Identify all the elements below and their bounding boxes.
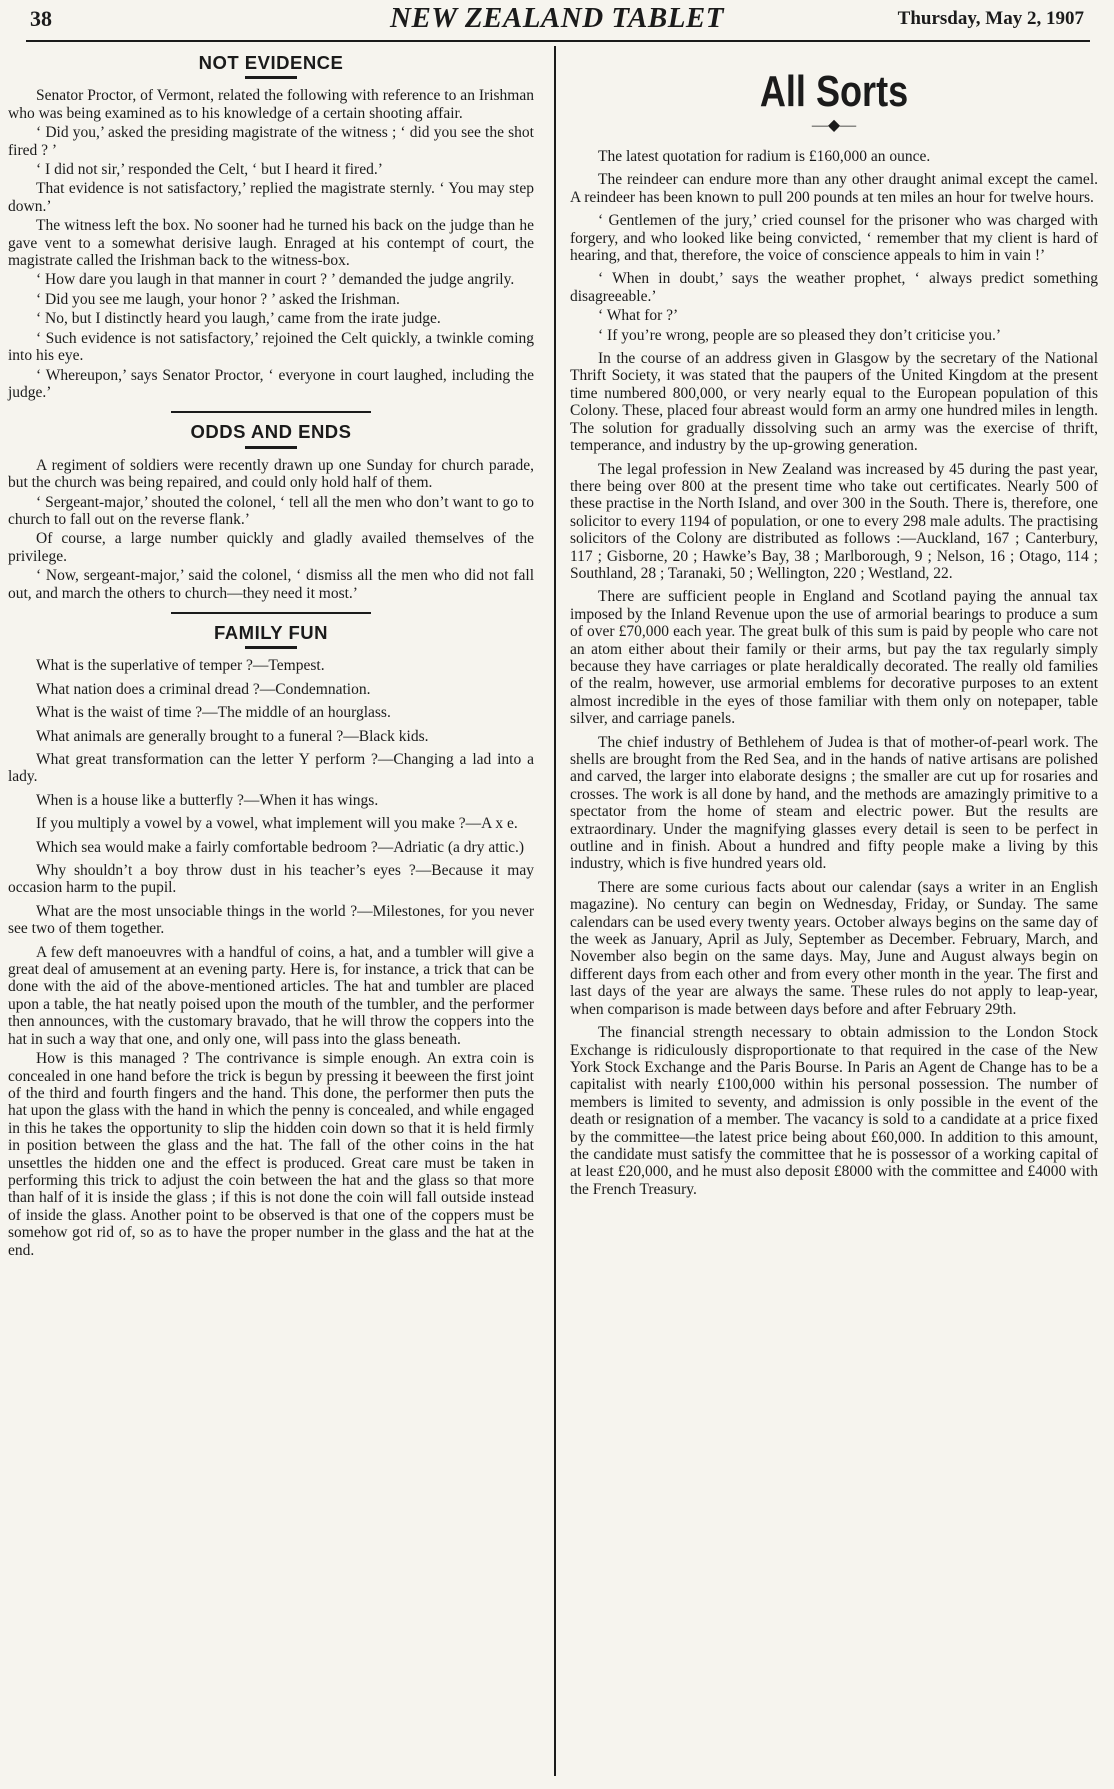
riddle: What great transformation can the letter Y perform ?—Changing a lad into a lady.	[8, 751, 534, 786]
riddle: What nation does a criminal dread ?—Condemnation.	[36, 680, 371, 698]
page-header	[0, 0, 1114, 44]
section-title: FAMILY FUN	[214, 621, 328, 643]
paragraph: Senator Proctor, of Vermont, related the following with reference to an Irishman who was being examined as to his knowledge of a certain shooting affair.	[8, 87, 534, 122]
section-family-fun	[8, 621, 534, 1259]
header-rule	[26, 40, 1090, 42]
riddle: Why shouldn’t a boy throw dust in his teacher’s eyes ?—Because it may occasion harm to the pupil.	[8, 862, 534, 897]
title-dash	[245, 646, 297, 649]
paragraph: ‘ Now, sergeant-major,’ said the colonel, ‘ dismiss all the men who did not fall out, and march the others to church—they need it most.’	[8, 567, 534, 602]
paragraph: ‘ If you’re wrong, people are so pleased they don’t criticise you.’	[598, 326, 1002, 344]
paragraph: There are some curious facts about our calendar (says a writer in an English magazine). No century can begin on Wednesday, Friday, or Sunday. The same calendars can be used every twenty years. October always begins on the same day of the week as January, April as July, September as December. February, March, and November also begin on the same days. May, June and August always begin on different days from each other and from every other month in the year. The first and last days of the year are always the same. These rules do not apply to leap-year, when comparison is made between days before and after February 29th.	[570, 878, 1098, 1018]
left-column	[8, 54, 534, 1261]
riddle: Which sea would make a fairly comfortable bedroom ?—Adriatic (a dry attic.)	[36, 838, 525, 856]
paragraph: The legal profession in New Zealand was increased by 45 during the past year, there being over 800 at the present time who take out certificates. Nearly 500 of these practise in the North Island, and over 300 in the South. There is, therefore, one solicitor to every 1194 of population, or one to every 298 male adults. The practising solicitors of the Colony are distributed as follows :—Auckland, 167 ; Canterbury, 117 ; Gisborne, 20 ; Hawke’s Bay, 38 ; Marlborough, 9 ; Nelson, 16 ; Otago, 114 ; Southland, 28 ; Taranaki, 50 ; Wellington, 220 ; Westland, 22.	[570, 460, 1098, 582]
riddle: What is the superlative of temper ?—Tempest.	[36, 657, 325, 675]
paragraph: ‘ What for ?’	[598, 307, 679, 325]
paragraph: ‘ Sergeant-major,’ shouted the colonel, ‘ tell all the men who don’t want to go to church to fall out on the reverse flank.’	[8, 493, 534, 528]
paragraph: The witness left the box. No sooner had he turned his back on the judge than he gave vent to a somewhat derisive laugh. Enraged at his contempt of court, the magistrate called the Irishman back to the witness-box.	[8, 217, 534, 270]
paragraph: The chief industry of Bethlehem of Judea is that of mother-of-pearl work. The shells are brought from the Red Sea, and in the hands of native artisans are polished and carved, the larger into elaborate designs ; the smaller are cut up for rosaries and crosses. The work is all done by hand, and the methods are amazingly primitive to a spectator from the home of steam and electric power. But the results are extraordinary. Under the magnifying glasses every detail is seen to be perfect in outline and in finish. About a hundred and fifty people make a living by this industry, which is five hundred years old.	[570, 733, 1098, 873]
paragraph: A few deft manoeuvres with a handful of coins, a hat, and a tumbler will give a great deal of amusement at an evening party. Here is, for instance, a trick that can be done with the aid of the above-mentioned articles. The hat and tumbler are placed upon a table, the hat neatly poised upon the mouth of the tumbler, and the performer then announces, with the customary bravado, that he will throw the coppers into the hat in such a way that one, and only one, will pass into the glass beneath.	[8, 943, 534, 1048]
right-column	[570, 52, 1098, 1200]
paragraph: ‘ Did you see me laugh, your honor ? ’ asked the Irishman.	[36, 290, 400, 308]
paragraph: Of course, a large number quickly and gladly availed themselves of the privilege.	[8, 530, 534, 565]
paragraph: ‘ Whereupon,’ says Senator Proctor, ‘ everyone in court laughed, including the judge.’	[8, 366, 534, 401]
paragraph: ‘ When in doubt,’ says the weather prophet, ‘ always predict something disagreeable.’	[570, 270, 1098, 305]
section-not-evidence	[8, 54, 534, 401]
issue-date: Thursday, May 2, 1907	[897, 8, 1084, 29]
title-dash	[245, 446, 297, 449]
riddle: What animals are generally brought to a funeral ?—Black kids.	[36, 727, 429, 745]
paragraph: The reindeer can endure more than any other draught animal except the camel. A reindeer has been known to pull 200 pounds at ten miles an hour for twelve hours.	[570, 171, 1098, 206]
paragraph: That evidence is not satisfactory,’ replied the magistrate sternly. ‘ You may step down.’	[8, 180, 534, 215]
riddle: When is a house like a butterfly ?—When it has wings.	[36, 791, 379, 809]
masthead: NEW ZEALAND TABLET	[390, 2, 724, 34]
paragraph: ‘ I did not sir,’ responded the Celt, ‘ but I heard it fired.’	[36, 161, 383, 179]
page-number: 38	[30, 6, 52, 31]
all-sorts-title: All Sorts	[759, 67, 909, 116]
paragraph: There are sufficient people in England and Scotland paying the annual tax imposed by the Inland Revenue upon the use of armorial bearings to produce a sum of over £70,000 each year. The great bulk of this sum is paid by people who care not an atom either about their family or their arms, but pay the tax regularly simply because they have carriages or plate heraldically decorated. The really old families of the realm, however, use armorial emblems for decorative purposes to an extent almost incredible in the eyes of those familiar with them only on notepaper, table silver, and carriage panels.	[570, 588, 1098, 728]
section-odds-and-ends	[8, 423, 534, 602]
paragraph: ‘ Gentlemen of the jury,’ cried counsel for the prisoner who was charged with forgery, and who looked like being convicted, ‘ remember that my client is hard of hearing, and that, therefore, the voice of conscience appeals to him in vain !’	[570, 212, 1098, 265]
paragraph: The latest quotation for radium is £160,000 an ounce.	[598, 148, 931, 165]
column-rule	[554, 46, 556, 1776]
paragraph: ‘ Such evidence is not satisfactory,’ rejoined the Celt quickly, a twinkle coming into his eye.	[8, 329, 534, 365]
paragraph: How is this managed ? The contrivance is simple enough. An extra coin is concealed in one hand before the trick is begun by pressing it beeween the first joint of the third and fourth fingers and the hand. This done, the performer then puts the hat upon the glass with the hand in which the penny is concealed, and while engaged in this he takes the opportunity to slip the hidden coin down so that it is held firmly in position between the glass and the hat. The fall of the other coins in the hat unsettles the hidden one and the effect is produced. Great care must be taken in performing this trick to adjust the coin between the hat and the glass so that more than half of it is inside the glass ; if this is not done the coin will fall outside instead of inside the glass. Another point to be observed is that one of the coppers must be somehow got rid of, so as to have the proper number in the glass and the hat at the end.	[8, 1050, 534, 1259]
section-title: NOT EVIDENCE	[198, 52, 344, 73]
paragraph: ‘ Did you,’ asked the presiding magistrate of the witness ; ‘ did you see the shot fired ? ’	[8, 124, 534, 159]
riddle-list	[8, 657, 534, 937]
paragraph: A regiment of soldiers were recently drawn up one Sunday for church parade, but the church was being repaired, and could only hold half of them.	[8, 456, 534, 492]
paragraph: ‘ How dare you laugh in that manner in court ? ’ demanded the judge angrily.	[36, 271, 515, 289]
title-dash	[245, 76, 297, 79]
paragraph: In the course of an address given in Glasgow by the secretary of the National Thrift Society, it was stated that the paupers of the United Kingdom at the present time numbered 800,000, or very nearly equal to the European population of this Colony. These, placed four abreast would form an army one hundred miles in length. The solution for gradually dissolving such an army was the exercise of thrift, temperance, and industry by the up-growing generation.	[570, 350, 1098, 455]
riddle: What are the most unsociable things in the world ?—Milestones, for you never see two of them together.	[8, 902, 534, 938]
riddle: What is the waist of time ?—The middle of an hourglass.	[36, 704, 391, 722]
section-separator	[171, 411, 371, 413]
section-separator	[171, 612, 371, 614]
paragraph: ‘ No, but I distinctly heard you laugh,’ came from the irate judge.	[36, 310, 441, 328]
riddle: If you multiply a vowel by a vowel, what implement will you make ?—A x e.	[36, 815, 518, 833]
section-title: ODDS AND ENDS	[190, 421, 352, 443]
diamond-ornament-icon: —◆—	[811, 117, 857, 134]
paragraph: The financial strength necessary to obtain admission to the London Stock Exchange is ridiculously disproportionate to that required in the case of the New York Stock Exchange and the Paris Bourse. In Paris an Agent de Change has to be a capitalist with nearly £100,000 within his personal possession. The number of members is limited to seventy, and admission is only possible in the event of the death or resignation of a member. The vacancy is sold to a candidate at a price fixed by the committee—the latest price being about £60,000. In addition to this amount, the candidate must satisfy the committee that he is possessor of a working capital of at least £20,000, and he must also deposit £8000 with the committee and £4000 with the French Treasury.	[570, 1024, 1098, 1198]
